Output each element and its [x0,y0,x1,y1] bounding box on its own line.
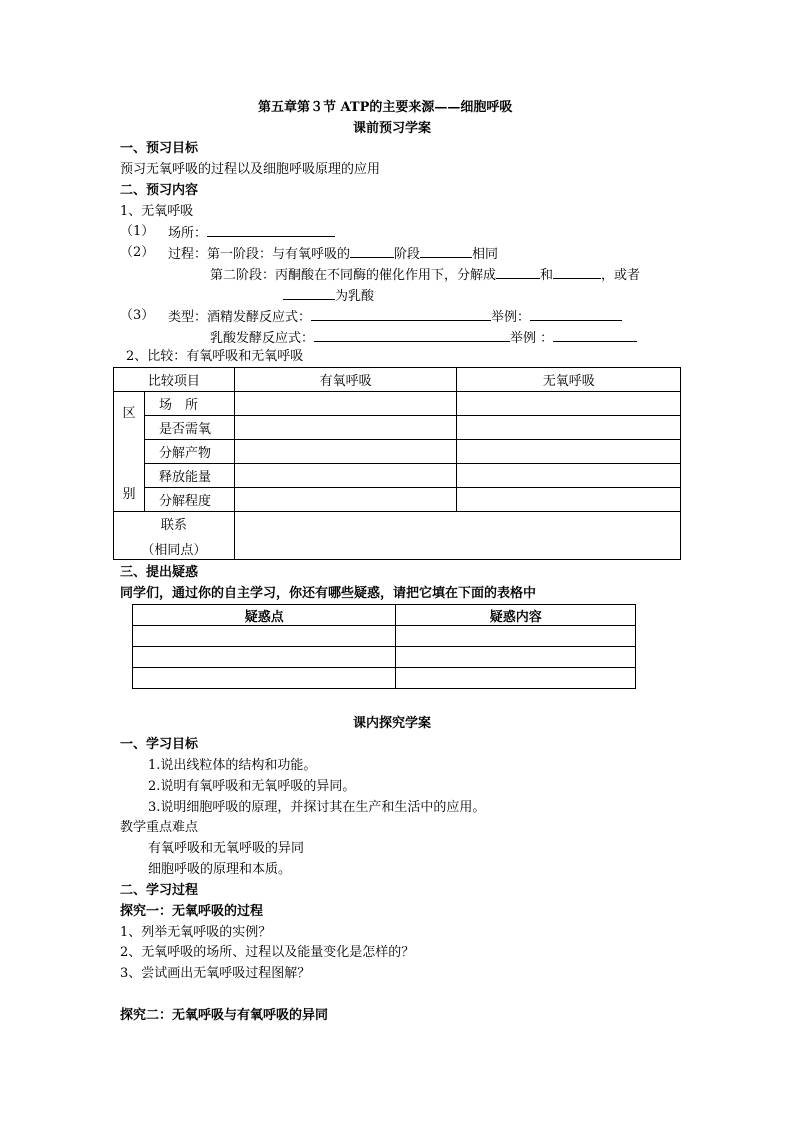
key-points-label: 教学重点难点 [120,820,199,835]
point2-text-g: 为乳酸 [335,289,375,304]
question-1: 1、列举无氧呼吸的实例？ [120,925,272,940]
subtitle-preview: 课前预习学案 [353,121,432,136]
row-connection-label [114,512,235,560]
goal-2: 2.说明有氧呼吸和无氧呼吸的异同。 [148,779,356,794]
doubt-table [132,604,636,689]
cell-input[interactable] [457,464,681,488]
cell-input[interactable] [396,668,636,689]
cell-input[interactable] [234,464,457,488]
row-label: 分解产物 [144,440,234,464]
goal-3: 3.说明细胞呼吸的原理，并探讨其在生产和生活中的应用。 [148,800,486,815]
group-difference-char2: 别 [122,486,136,502]
point2-stage2-line [210,267,640,282]
point2-text-b: 阶段 [394,247,421,262]
blank-stage1[interactable] [350,246,394,258]
section-preview-content: 二、预习内容 [120,183,199,198]
key-point-1: 有氧呼吸和无氧呼吸的异同 [148,841,305,856]
point2-text-a: 过程：第一阶段：与有氧呼吸的 [168,247,351,262]
point3-text-c: 乳酸发酵反应式： [210,331,315,346]
section-learning-goals: 一、学习目标 [120,737,199,752]
header-compare-item: 比较项目 [114,368,235,392]
item-anaerobic: 1、无氧呼吸 [120,204,194,219]
point2-text-e: 和 [540,268,554,283]
blank-stage1-b[interactable] [420,246,472,258]
key-point-2: 细胞呼吸的原理和本质。 [148,862,292,877]
cell-input[interactable] [133,647,396,668]
cell-input[interactable] [457,392,681,416]
point3-line [168,309,622,324]
cell-input[interactable] [457,416,681,440]
point2-line [168,246,498,261]
cell-input[interactable] [133,668,396,689]
blank-product3[interactable] [283,288,335,300]
cell-input[interactable] [457,488,681,512]
goal-1: 1.说出线粒体的结构和功能。 [148,758,317,773]
point3-text-b: 举例： [491,310,531,325]
page-title: 第五章第３节 ATP的主要来源——细胞呼吸 [258,100,513,115]
point3-text-d: 举例 ： [510,331,554,346]
point1-label: 场所： [168,226,208,241]
point3-line2 [210,330,637,345]
connection-line1: 联系 [160,517,187,533]
point3-num: （3） [120,308,155,323]
header-aerobic: 有氧呼吸 [234,368,457,392]
section-preview-goal: 一、预习目标 [120,141,199,156]
point2-text-c: 相同 [472,247,499,262]
group-difference-label [114,392,145,512]
blank-lactic-example[interactable] [553,330,637,342]
cell-input[interactable] [234,416,457,440]
doubts-instruction: 同学们，通过你的自主学习，你还有哪些疑惑，请把它填在下面的表格中 [120,586,537,601]
point2-text-f: ，或者 [601,268,641,283]
blank-alcohol-example[interactable] [530,309,622,321]
blank-alcohol-equation[interactable] [311,309,491,321]
row-label: 场 所 [144,392,234,416]
group-difference-char1: 区 [122,405,136,421]
section-doubts: 三、提出疑惑 [120,565,199,580]
row-label: 是否需氧 [144,416,234,440]
cell-input[interactable] [396,647,636,668]
cell-input[interactable] [457,440,681,464]
blank-product1[interactable] [496,267,540,279]
point2-text-d: 第二阶段：丙酮酸在不同酶的催化作用下，分解成 [210,268,497,283]
point3-text-a: 类型：酒精发酵反应式： [168,310,312,325]
cell-input[interactable] [234,440,457,464]
explore-1-title: 探究一：无氧呼吸的过程 [120,904,264,919]
blank-product2[interactable] [553,267,601,279]
header-doubt-content: 疑惑内容 [396,605,636,626]
cell-input[interactable] [234,392,457,416]
cell-input[interactable] [234,488,457,512]
compare-table [113,367,681,560]
header-anaerobic: 无氧呼吸 [457,368,681,392]
cell-input[interactable] [133,626,396,647]
connection-input[interactable] [234,512,680,560]
question-3: 3、尝试画出无氧呼吸过程图解？ [120,966,311,981]
section-learning-process: 二、学习过程 [120,883,199,898]
blank-location[interactable] [207,225,335,237]
row-label: 分解程度 [144,488,234,512]
preview-goal-text: 预习无氧呼吸的过程以及细胞呼吸原理的应用 [120,162,381,177]
header-doubt-point: 疑惑点 [133,605,396,626]
question-2: 2、无氧呼吸的场所、过程以及能量变化是怎样的？ [120,945,415,960]
item-compare: 2、比较：有氧呼吸和无氧呼吸 [126,349,304,364]
subtitle-in-class: 课内探究学案 [353,716,432,731]
point2-num: （2） [120,245,155,260]
point1-num: （1） [120,224,155,239]
point2-stage2-line2 [283,288,374,303]
explore-2-title: 探究二：无氧呼吸与有氧呼吸的异同 [120,1008,329,1023]
blank-lactic-equation[interactable] [314,330,510,342]
cell-input[interactable] [396,626,636,647]
point1-line [168,225,335,240]
row-label: 释放能量 [144,464,234,488]
connection-line2: （相同点） [141,542,207,558]
